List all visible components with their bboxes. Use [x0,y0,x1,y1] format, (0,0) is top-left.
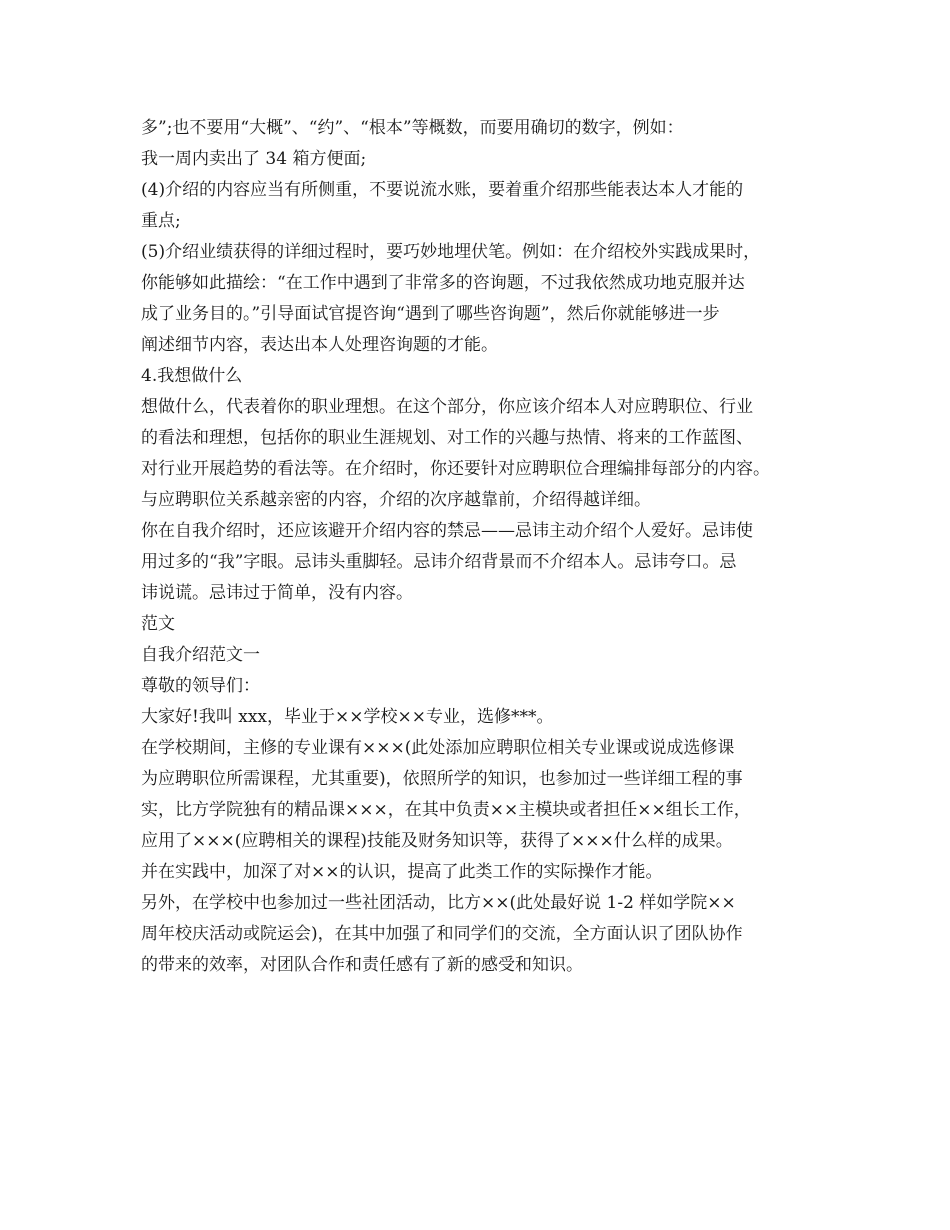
text-line: 你在自我介绍时，还应该避开介绍内容的禁忌——忌讳主动介绍个人爱好。忌讳使 [141,521,753,541]
text-line: 多”;也不要用“大概”、“约”、“根本”等概数，而要用确切的数字，例如： [141,118,684,138]
text-line: 讳说谎。忌讳过于简单，没有内容。 [141,583,413,603]
text-line: 我一周内卖出了 34 箱方便面; [141,149,367,169]
text-line: 你能够如此描绘：“在工作中遇到了非常多的咨询题，不过我依然成功地克服并达 [141,273,745,293]
salutation: 尊敬的领导们： [141,676,260,696]
text-line: 用过多的“我”字眼。忌讳头重脚轻。忌讳介绍背景而不介绍本人。忌讳夸口。忌 [141,552,737,572]
section-heading: 4.我想做什么 [141,366,243,386]
text-line: 周年校庆活动或院运会)，在其中加强了和同学们的交流，全方面认识了团队协作 [141,924,743,944]
text-line: 的带来的效率，对团队合作和责任感有了新的感受和知识。 [141,955,583,975]
text-line: 应用了×××(应聘相关的课程)技能及财务知识等，获得了×××什么样的成果。 [141,831,733,851]
text-line: 为应聘职位所需课程，尤其重要)，依照所学的知识，也参加过一些详细工程的事 [141,769,743,789]
text-line: 的看法和理想，包括你的职业生涯规划、对工作的兴趣与热情、将来的工作蓝图、 [141,428,753,448]
text-line: 成了业务目的。”引导面试官提咨询“遇到了哪些咨询题”，然后你就能够进一步 [141,304,720,324]
text-line: 阐述细节内容，表达出本人处理咨询题的才能。 [141,335,498,355]
text-line: (5)介绍业绩获得的详细过程时，要巧妙地埋伏笔。例如：在介绍校外实践成果时， [141,242,761,262]
text-line: 另外，在学校中也参加过一些社团活动，比方××(此处最好说 1-2 样如学院×× [141,893,736,913]
section-heading: 范文 [141,614,175,634]
text-line: 重点; [141,211,181,231]
text-line: 大家好!我叫 xxx，毕业于××学校××专业，选修***。 [141,707,554,727]
section-heading: 自我介绍范文一 [141,645,260,665]
text-line: 在学校期间，主修的专业课有×××(此处添加应聘职位相关专业课或说成选修课 [141,738,735,758]
text-line: 实，比方学院独有的精品课×××，在其中负责××主模块或者担任××组长工作， [141,800,751,820]
text-line: 想做什么，代表着你的职业理想。在这个部分，你应该介绍本人对应聘职位、行业 [141,397,753,417]
text-line: 并在实践中，加深了对××的认识，提高了此类工作的实际操作才能。 [141,862,663,882]
text-line: (4)介绍的内容应当有所侧重，不要说流水账，要着重介绍那些能表达本人才能的 [141,180,744,200]
text-line: 对行业开展趋势的看法等。在介绍时，你还要针对应聘职位合理编排每部分的内容。 [141,459,770,479]
text-line: 与应聘职位关系越亲密的内容，介绍的次序越靠前，介绍得越详细。 [141,490,651,510]
document-body [141,113,821,981]
